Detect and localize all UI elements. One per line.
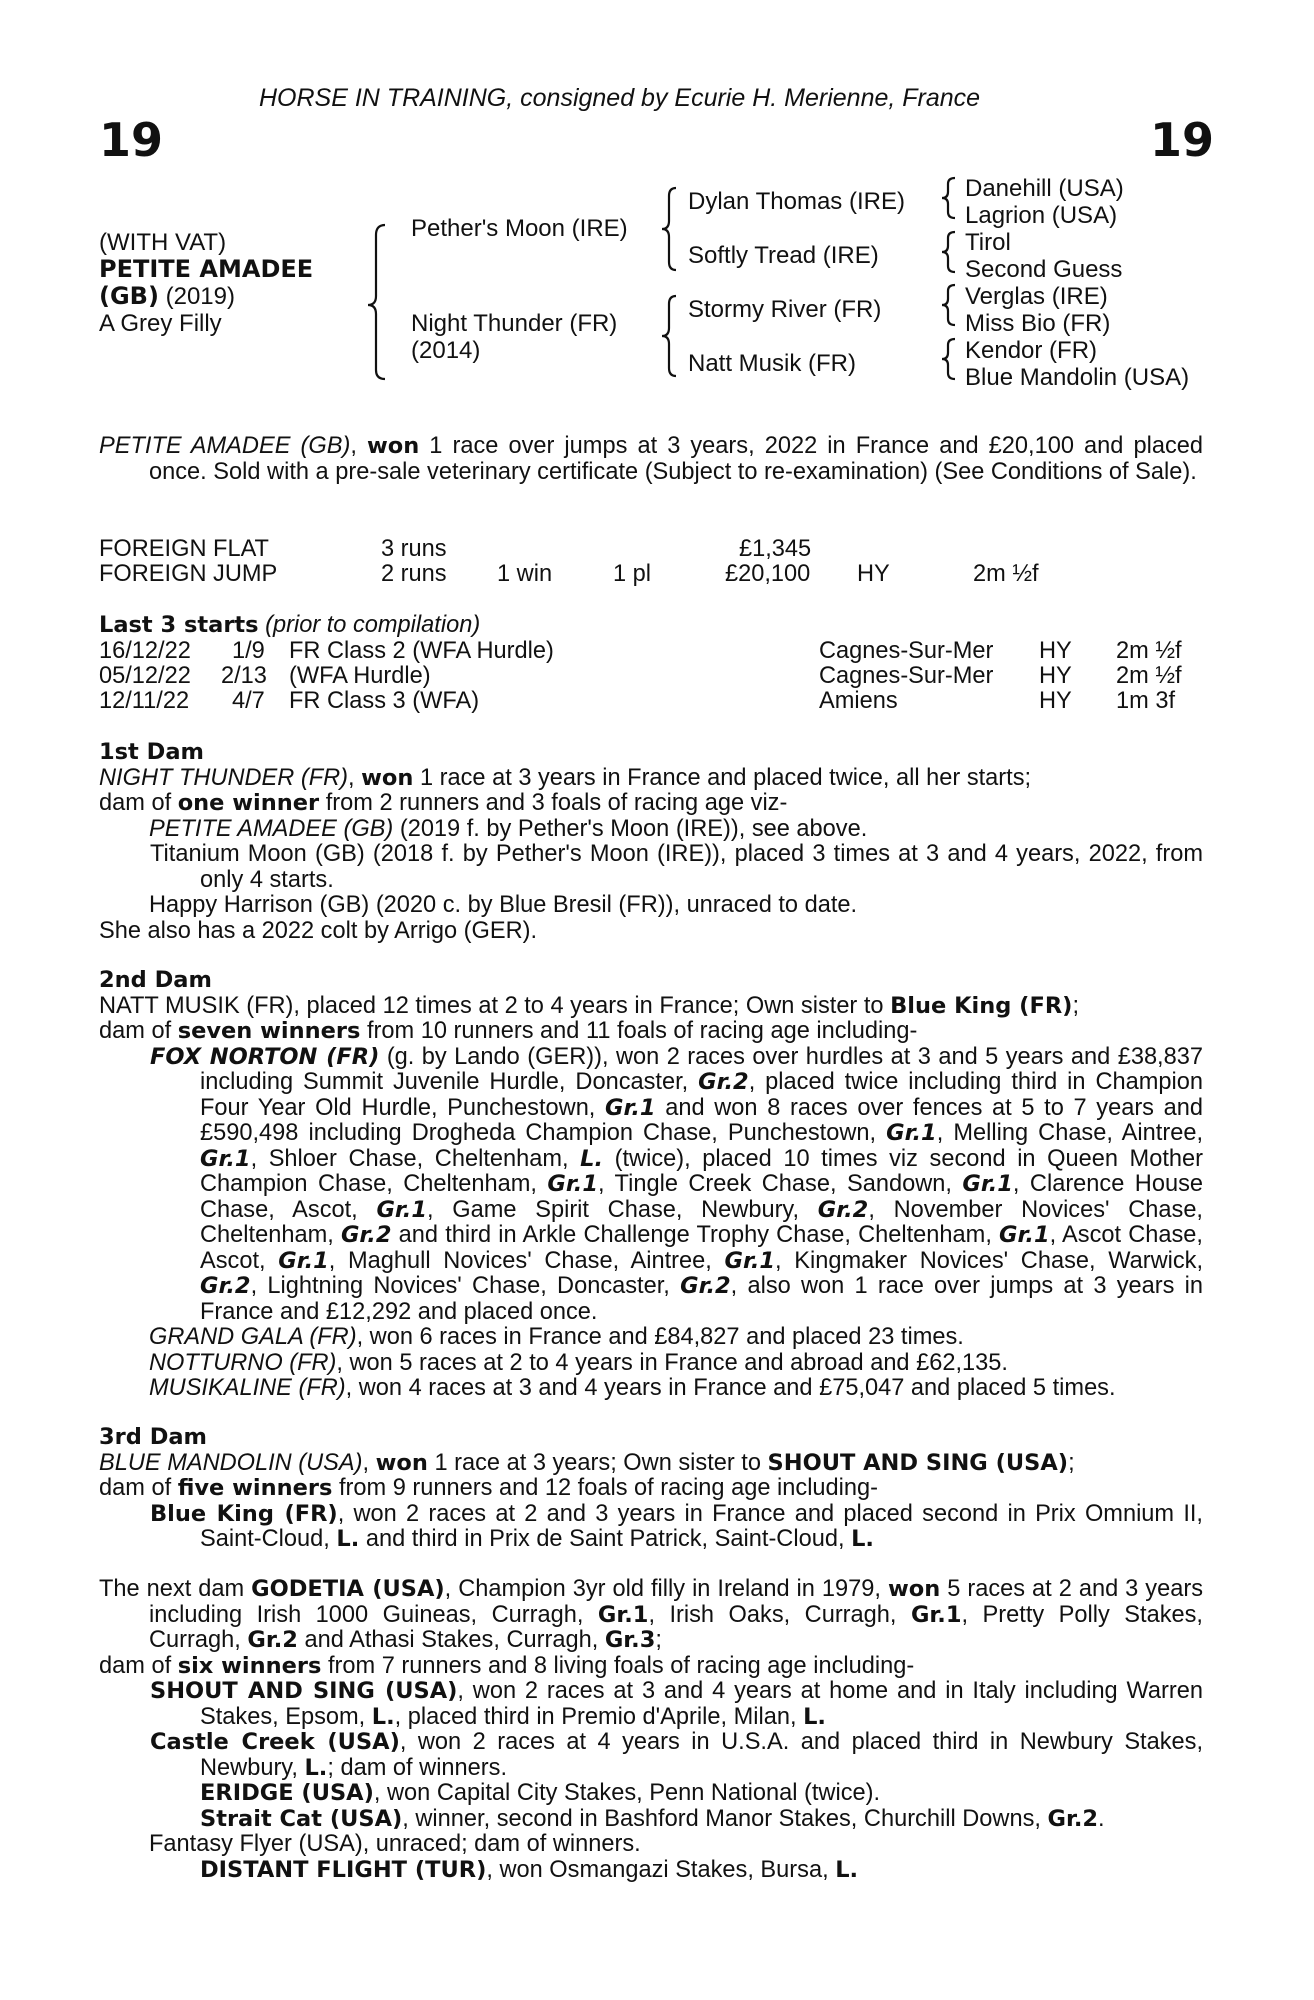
race-summary: PETITE AMADEE (GB), won 1 race over jumps at 3 years, 2022 in France and £20,100 and placed once. Sold with a pre-sale veterinary certificate (Subject to re-examination) (See Conditions of Sale). <box>99 433 1203 485</box>
pedigree-dam-year: (2014) <box>411 337 481 364</box>
last-start-row: 05/12/22 2/13 (WFA Hurdle) Cagnes-Sur-Mer HY 2m ½f <box>99 663 1182 689</box>
pedigree-gen4-1: Danehill (USA) <box>965 175 1124 202</box>
third-dam-section: 3rd Dam BLUE MANDOLIN (USA), won 1 race at 3 years; Own sister to SHOUT AND SING (USA); dam of five winners from 9 runners and 12 foals of racing age including- Blue King (FR), won 2 races at 2 and 3 years in France and placed second in Prix Omnium II, Saint-Cloud, L. and third in Prix de Saint Patrick, Saint-Cloud, L. <box>99 1424 1203 1552</box>
lot-number-left: 19 <box>99 113 164 167</box>
pedigree-gen4-6: Miss Bio (FR) <box>965 310 1111 337</box>
brace-g4-1 <box>942 178 955 218</box>
pedigree-sire: Pether's Moon (IRE) <box>411 215 628 242</box>
brace-sire <box>662 188 676 270</box>
first-dam-section: 1st Dam NIGHT THUNDER (FR), won 1 race at 3 years in France and placed twice, all her starts; dam of one winner from 2 runners and 3 foals of racing age viz- PETITE AMADEE (GB) (2019 f. by Pether's Moon (IRE)), see above. Titanium Moon (GB) (2018 f. by Pether's Moon (IRE)), placed 3 times at 3 and 4 years, 2022, from only 4 starts. Happy Harrison (GB) (2020 c. by Blue Bresil (FR)), unraced to date. She also has a 2022 colt by Arrigo (GER). <box>99 739 1203 944</box>
second-dam-heading: 2nd Dam <box>99 967 212 993</box>
second-dam-section: 2nd Dam NATT MUSIK (FR), placed 12 times at 2 to 4 years in France; Own sister to Blue King (FR); dam of seven winners from 10 runners and 11 foals of racing age including- FOX NORTON (FR) (g. by Lando (GER)), won 2 races over hurdles at 3 and 5 years and £38,837 including Summit Juvenile Hurdle, Doncaster, Gr.2, placed twice including third in Champion Four Year Old Hurdle, Punchestown, Gr.1 and won 8 races over fences at 5 to 7 years and £590,498 including Drogheda Champion Chase, Punchestown, Gr.1, Melling Chase, Aintree, Gr.1, Shloer Chase, Cheltenham, L. (twice), placed 10 times viz second in Queen Mother Champion Chase, Cheltenham, Gr.1, Tingle Creek Chase, Sandown, Gr.1, Clarence House Chase, Ascot, Gr.1, Game Spirit Chase, Newbury, Gr.2, November Novices' Chase, Cheltenham, Gr.2 and third in Arkle Challenge Trophy Chase, Cheltenham, Gr.1, Ascot Chase, Ascot, Gr.1, Maghull Novices' Chase, Aintree, Gr.1, Kingmaker Novices' Chase, Warwick, Gr.2, Lightning Novices' Chase, Doncaster, Gr.2, also won 1 race over jumps at 3 years in France and £12,292 and placed once. GRAND GALA (FR), won 6 races in France and £84,827 and placed 23 times. NOTTURNO (FR), won 5 races at 2 to 4 years in France and abroad and £62,135. MUSIKALINE (FR), won 4 races at 3 and 4 years in France and £75,047 and placed 5 times. <box>99 967 1204 1401</box>
pedigree-sire-dam: Softly Tread (IRE) <box>688 242 879 269</box>
pedigree-gen4-2: Lagrion (USA) <box>965 202 1118 229</box>
record-row-jump: FOREIGN JUMP 2 runs 1 win 1 pl £20,100 HY 2m ½f <box>99 561 1039 587</box>
brace-dam <box>662 296 676 376</box>
pedigree-gen4-7: Kendor (FR) <box>965 337 1098 364</box>
record-row-flat: FOREIGN FLAT 3 runs £1,345 <box>99 536 812 562</box>
last-starts-heading: Last 3 starts (prior to compilation) <box>99 612 481 638</box>
horse-description: A Grey Filly <box>99 310 222 337</box>
last-start-row: 16/12/22 1/9 FR Class 2 (WFA Hurdle) Cagnes-Sur-Mer HY 2m ½f <box>99 638 1182 664</box>
vat-note: (WITH VAT) <box>99 229 227 256</box>
last-start-row: 12/11/22 4/7 FR Class 3 (WFA) Amiens HY 1m 3f <box>99 688 1176 714</box>
pedigree-gen4-8: Blue Mandolin (USA) <box>965 364 1190 391</box>
pedigree-gen4-3: Tirol <box>965 229 1011 256</box>
pedigree-gen4-5: Verglas (IRE) <box>965 283 1108 310</box>
horse-origin-year: (GB) (2019) <box>99 282 235 310</box>
brace-g4-3 <box>942 285 955 325</box>
pedigree-sire-sire: Dylan Thomas (IRE) <box>688 188 905 215</box>
first-dam-heading: 1st Dam <box>99 739 204 765</box>
pedigree-dam-dam: Natt Musik (FR) <box>688 350 856 377</box>
consignment-line: HORSE IN TRAINING, consigned by Ecurie H. Merienne, France <box>259 84 981 112</box>
brace-g4-2 <box>942 232 955 272</box>
pedigree-dam-sire: Stormy River (FR) <box>688 296 882 323</box>
lot-number-right: 19 <box>1150 113 1215 167</box>
horse-name: PETITE AMADEE <box>99 255 314 283</box>
next-dam-section: The next dam GODETIA (USA), Champion 3yr old filly in Ireland in 1979, won 5 races at 2 and 3 years including Irish 1000 Guineas, Curragh, Gr.1, Irish Oaks, Curragh, Gr.1, Pretty Polly Stakes, Curragh, Gr.2 and Athasi Stakes, Curragh, Gr.3; dam of six winners from 7 runners and 8 living foals of racing age including- SHOUT AND SING (USA), won 2 races at 3 and 4 years at home and in Italy including Warren Stakes, Epsom, L., placed third in Premio d'Aprile, Milan, L. Castle Creek (USA), won 2 races at 4 years in U.S.A. and placed third in Newbury Stakes, Newbury, L.; dam of winners. ERIDGE (USA), won Capital City Stakes, Penn National (twice). Strait Cat (USA), winner, second in Bashford Manor Stakes, Churchill Downs, Gr.2. Fantasy Flyer (USA), unraced; dam of winners. DISTANT FLIGHT (TUR), won Osmangazi Stakes, Bursa, L. <box>99 1576 1204 1883</box>
brace-g4-4 <box>942 339 955 379</box>
third-dam-heading: 3rd Dam <box>99 1424 207 1450</box>
pedigree-gen4-4: Second Guess <box>965 256 1123 283</box>
pedigree-dam: Night Thunder (FR) <box>411 310 618 337</box>
brace-main <box>368 225 385 379</box>
